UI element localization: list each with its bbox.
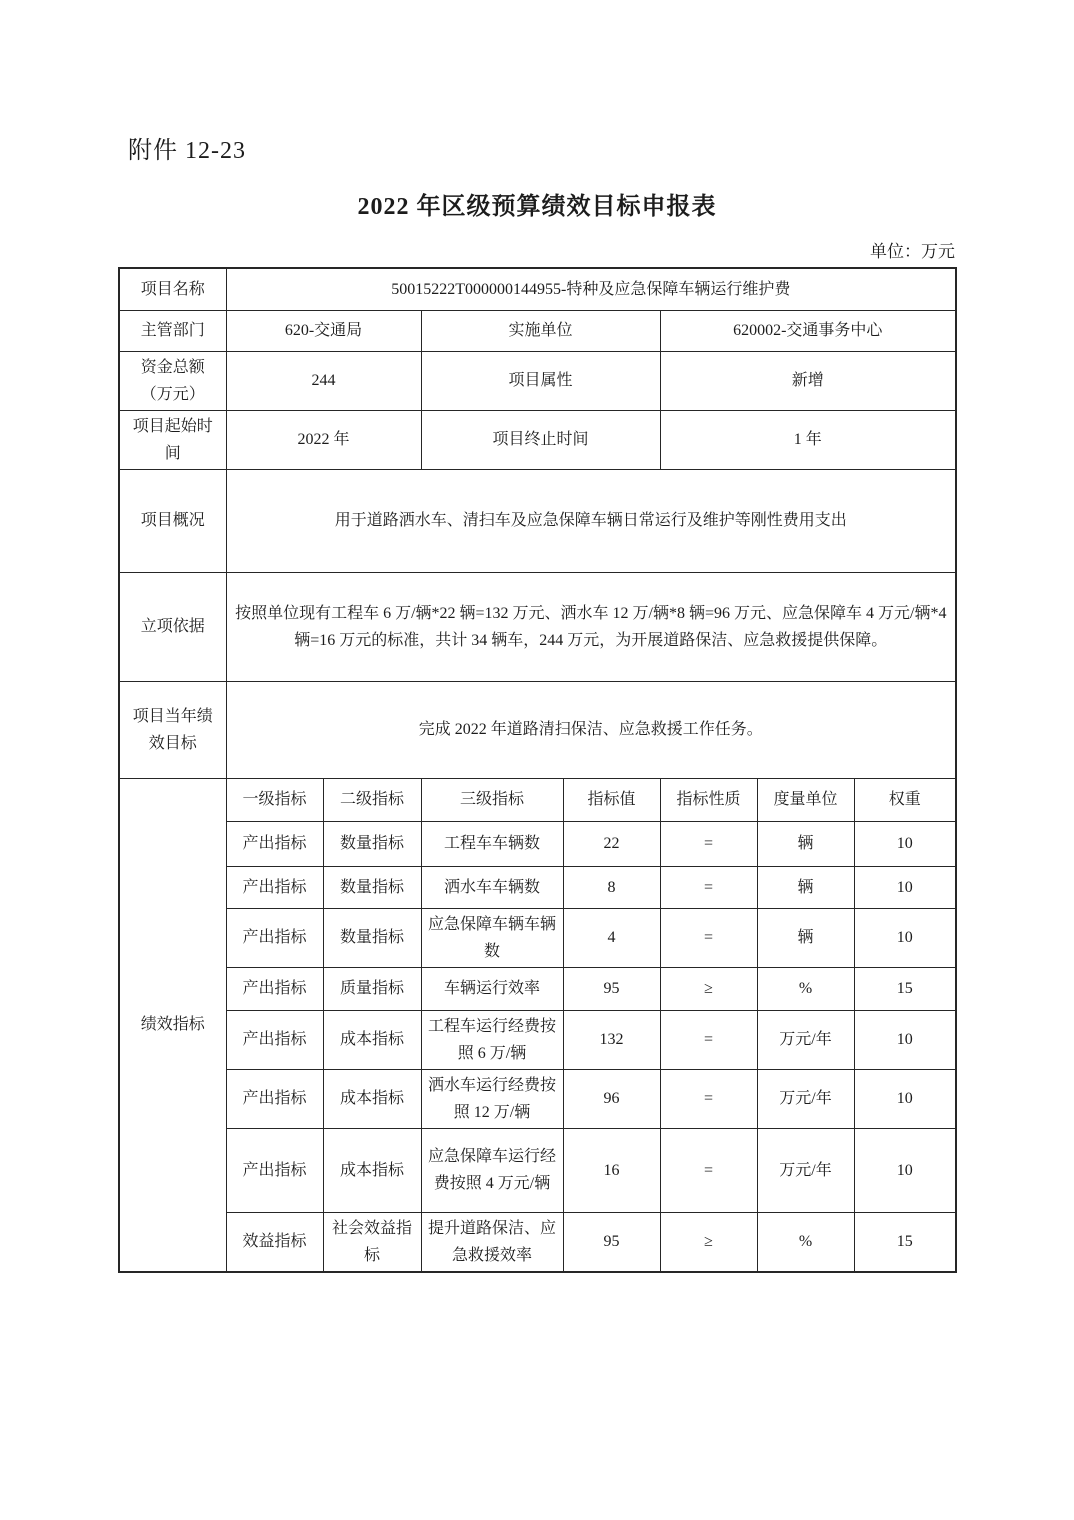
- cell-level2: 质量指标: [323, 967, 421, 1010]
- project-name-row: [119, 268, 956, 310]
- funds-row: [119, 351, 956, 410]
- cell-level3: 车辆运行效率: [421, 967, 563, 1010]
- unit-note: 单位：万元: [870, 242, 955, 261]
- indicator-row: [119, 1010, 956, 1069]
- cell-unit: 万元/年: [757, 1010, 854, 1069]
- funds-value-cell: 244: [226, 351, 421, 410]
- cell-level1: 效益指标: [226, 1212, 323, 1272]
- header-weight: 权重: [854, 778, 956, 821]
- indicator-section-label-cell: 绩效指标: [119, 778, 226, 1272]
- cell-nature: =: [660, 1069, 757, 1128]
- cell-level2: 成本指标: [323, 1069, 421, 1128]
- cell-level2: 数量指标: [323, 866, 421, 908]
- header-unit: 度量单位: [757, 778, 854, 821]
- cell-level3: 洒水车车辆数: [421, 866, 563, 908]
- cell-level3: 提升道路保洁、应急救援效率: [421, 1212, 563, 1272]
- attribute-value-cell: 新增: [660, 351, 956, 410]
- cell-weight: 10: [854, 908, 956, 967]
- indicator-row: [119, 866, 956, 908]
- cell-level3: 工程车运行经费按照 6 万/辆: [421, 1010, 563, 1069]
- header-level2: 二级指标: [323, 778, 421, 821]
- cell-unit: 万元/年: [757, 1128, 854, 1212]
- cell-value: 132: [563, 1010, 660, 1069]
- cell-nature: =: [660, 821, 757, 866]
- indicator-row: [119, 908, 956, 967]
- header-level1: 一级指标: [226, 778, 323, 821]
- indicator-row: [119, 967, 956, 1010]
- project-name-value-cell: 50015222T000000144955-特种及应急保障车辆运行维护费: [226, 268, 956, 310]
- summary-value-cell: 用于道路洒水车、清扫车及应急保障车辆日常运行及维护等刚性费用支出: [226, 469, 956, 572]
- cell-level2: 数量指标: [323, 908, 421, 967]
- cell-level3: 洒水车运行经费按照 12 万/辆: [421, 1069, 563, 1128]
- indicator-row: [119, 1069, 956, 1128]
- cell-level1: 产出指标: [226, 1069, 323, 1128]
- cell-unit: 辆: [757, 821, 854, 866]
- cell-unit: 万元/年: [757, 1069, 854, 1128]
- header-nature: 指标性质: [660, 778, 757, 821]
- cell-level1: 产出指标: [226, 821, 323, 866]
- goal-row: [119, 681, 956, 778]
- header-level3: 三级指标: [421, 778, 563, 821]
- cell-weight: 15: [854, 967, 956, 1010]
- cell-unit: 辆: [757, 908, 854, 967]
- cell-nature: =: [660, 1128, 757, 1212]
- start-date-label-cell: 项目起始时间: [119, 410, 226, 469]
- cell-level2: 社会效益指标: [323, 1212, 421, 1272]
- cell-weight: 10: [854, 1010, 956, 1069]
- cell-level1: 产出指标: [226, 1128, 323, 1212]
- project-name-label-cell: 项目名称: [119, 268, 226, 310]
- end-date-value-cell: 1 年: [660, 410, 956, 469]
- cell-unit: 辆: [757, 866, 854, 908]
- cell-weight: 10: [854, 1069, 956, 1128]
- attribute-label-cell: 项目属性: [421, 351, 660, 410]
- cell-value: 95: [563, 967, 660, 1010]
- cell-level1: 产出指标: [226, 1010, 323, 1069]
- cell-weight: 15: [854, 1212, 956, 1272]
- start-date-value-cell: 2022 年: [226, 410, 421, 469]
- dept-label-cell: 主管部门: [119, 310, 226, 351]
- cell-value: 95: [563, 1212, 660, 1272]
- impl-unit-label-cell: 实施单位: [421, 310, 660, 351]
- cell-level3: 工程车车辆数: [421, 821, 563, 866]
- cell-level1: 产出指标: [226, 866, 323, 908]
- cell-nature: ≥: [660, 967, 757, 1010]
- basis-row: [119, 572, 956, 681]
- indicator-row: [119, 1128, 956, 1212]
- page-title: 2022 年区级预算绩效目标申报表: [357, 194, 717, 220]
- cell-value: 4: [563, 908, 660, 967]
- summary-label-cell: 项目概况: [119, 469, 226, 572]
- attachment-label: 附件 12-23: [128, 138, 246, 164]
- end-date-label-cell: 项目终止时间: [421, 410, 660, 469]
- cell-nature: ≥: [660, 1212, 757, 1272]
- goal-value-cell: 完成 2022 年道路清扫保洁、应急救援工作任务。: [226, 681, 956, 778]
- cell-level1: 产出指标: [226, 908, 323, 967]
- cell-value: 16: [563, 1128, 660, 1212]
- cell-weight: 10: [854, 1128, 956, 1212]
- cell-value: 8: [563, 866, 660, 908]
- cell-unit: %: [757, 1212, 854, 1272]
- declaration-table: [118, 267, 957, 1273]
- cell-nature: =: [660, 1010, 757, 1069]
- indicator-header-row: [119, 778, 956, 821]
- summary-row: [119, 469, 956, 572]
- cell-nature: =: [660, 908, 757, 967]
- basis-label-cell: 立项依据: [119, 572, 226, 681]
- impl-unit-value-cell: 620002-交通事务中心: [660, 310, 956, 351]
- cell-weight: 10: [854, 821, 956, 866]
- dept-value-cell: 620-交通局: [226, 310, 421, 351]
- cell-level3: 应急保障车运行经费按照 4 万元/辆: [421, 1128, 563, 1212]
- basis-value-cell: 按照单位现有工程车 6 万/辆*22 辆=132 万元、洒水车 12 万/辆*8 辆=96 万元、应急保障车 4 万元/辆*4 辆=16 万元的标准，共计 34 辆车，244 万元，为开展道路保洁、应急救援提供保障。: [226, 572, 956, 681]
- indicator-row: [119, 821, 956, 866]
- funds-label-cell: 资金总额（万元）: [119, 351, 226, 410]
- indicator-row: [119, 1212, 956, 1272]
- header-value: 指标值: [563, 778, 660, 821]
- cell-value: 22: [563, 821, 660, 866]
- dates-row: [119, 410, 956, 469]
- cell-level3: 应急保障车辆车辆数: [421, 908, 563, 967]
- cell-level2: 成本指标: [323, 1128, 421, 1212]
- cell-nature: =: [660, 866, 757, 908]
- cell-level2: 成本指标: [323, 1010, 421, 1069]
- dept-row: [119, 310, 956, 351]
- goal-label-cell: 项目当年绩效目标: [119, 681, 226, 778]
- cell-level2: 数量指标: [323, 821, 421, 866]
- cell-value: 96: [563, 1069, 660, 1128]
- cell-unit: %: [757, 967, 854, 1010]
- cell-weight: 10: [854, 866, 956, 908]
- cell-level1: 产出指标: [226, 967, 323, 1010]
